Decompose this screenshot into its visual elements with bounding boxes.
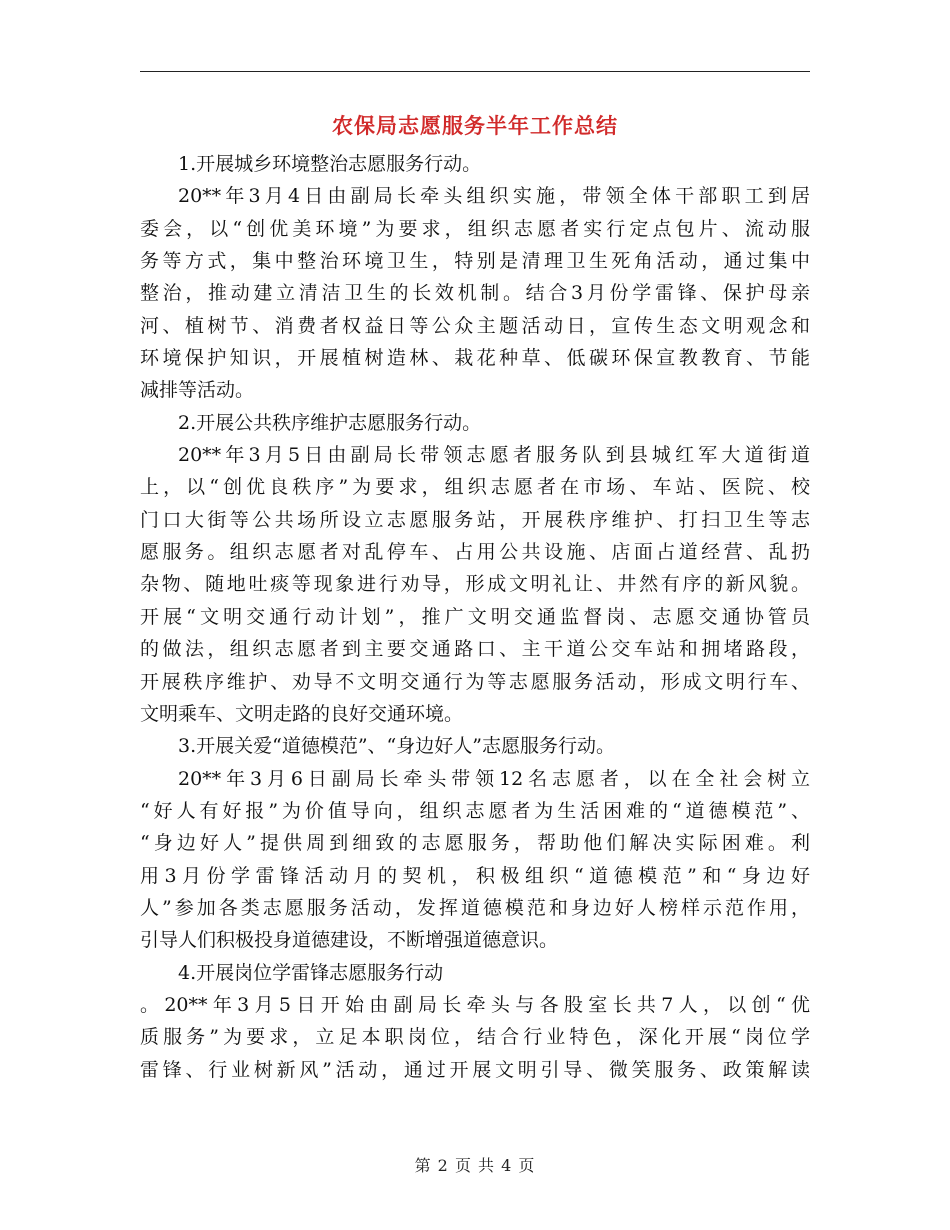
paragraph-line: 减排等活动。	[140, 379, 255, 402]
paragraph-line: 开展“文明交通行动计划”，推广文明交通监督岗、志愿交通协管员	[140, 605, 810, 628]
paragraph-line: 委会，以“创优美环境”为要求，组织志愿者实行定点包片、流动服	[140, 217, 810, 240]
paragraph-line: 愿服务。组织志愿者对乱停车、占用公共设施、店面占道经营、乱扔	[140, 541, 810, 564]
paragraph-line: 。20**年3月5日开始由副局长牵头与各股室长共7人，以创“优	[140, 993, 810, 1016]
section-heading: 3.开展关爱“道德模范”、“身边好人”志愿服务行动。	[178, 735, 615, 758]
paragraph-line: 20**年3月4日由副局长牵头组织实施，带领全体干部职工到居	[178, 185, 810, 208]
page-title: 农保局志愿服务半年工作总结	[332, 113, 618, 138]
paragraph-line: 开展秩序维护、劝导不文明交通行为等志愿服务活动，形成文明行车、	[140, 670, 810, 693]
paragraph-line: 杂物、随地吐痰等现象进行劝导，形成文明礼让、井然有序的新风貌。	[140, 573, 810, 596]
paragraph-line: 环境保护知识，开展植树造林、栽花种草、低碳环保宣教教育、节能	[140, 347, 810, 370]
paragraph-line: 门口大街等公共场所设立志愿服务站，开展秩序维护、打扫卫生等志	[140, 508, 810, 531]
paragraph-line: 文明乘车、文明走路的良好交通环境。	[140, 702, 464, 725]
paragraph-line: 20**年3月5日由副局长带领志愿者服务队到县城红军大道街道	[178, 444, 810, 467]
paragraph-line: 用3月份学雷锋活动月的契机，积极组织“道德模范”和“身边好	[140, 864, 810, 887]
paragraph-line: 引导人们积极投身道德建设，不断增强道德意识。	[140, 929, 559, 952]
paragraph-line: 河、植树节、消费者权益日等公众主题活动日，宣传生态文明观念和	[140, 314, 810, 337]
paragraph-line: 人”参加各类志愿服务活动，发挥道德模范和身边好人榜样示范作用，	[140, 896, 810, 919]
paragraph-line: 务等方式，集中整治环境卫生，特别是清理卫生死角活动，通过集中	[140, 250, 810, 273]
paragraph-line: 雷锋、行业树新风”活动，通过开展文明引导、微笑服务、政策解读	[140, 1058, 810, 1081]
paragraph-line: 整治，推动建立清洁卫生的长效机制。结合3月份学雷锋、保护母亲	[140, 282, 810, 305]
section-heading: 2.开展公共秩序维护志愿服务行动。	[178, 411, 482, 434]
paragraph-line: 质服务”为要求，立足本职岗位，结合行业特色，深化开展“岗位学	[140, 1026, 810, 1049]
section-heading: 1.开展城乡环境整治志愿服务行动。	[178, 153, 482, 175]
paragraph-line: 上，以“创优良秩序”为要求，组织志愿者在市场、车站、医院、校	[140, 476, 810, 499]
document-body	[140, 148, 810, 1086]
paragraph-line: 的做法，组织志愿者到主要交通路口、主干道公交车站和拥堵路段，	[140, 638, 810, 661]
header-rule	[140, 71, 810, 72]
page-number-footer: 第 2 页 共 4 页	[414, 1156, 536, 1175]
paragraph-line: “身边好人”提供周到细致的志愿服务，帮助他们解决实际困难。利	[140, 832, 810, 855]
paragraph-line: “好人有好报”为价值导向，组织志愿者为生活困难的“道德模范”、	[140, 799, 810, 822]
section-heading: 4.开展岗位学雷锋志愿服务行动	[178, 961, 444, 984]
paragraph-line: 20**年3月6日副局长牵头带领12名志愿者，以在全社会树立	[178, 767, 810, 790]
